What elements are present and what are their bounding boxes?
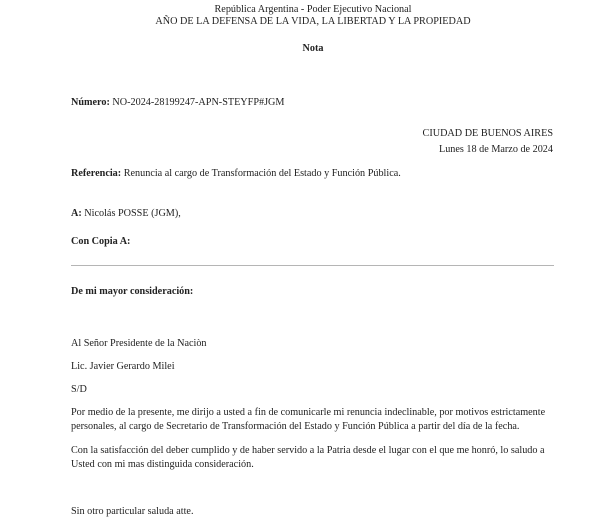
body-paragraph-2: Con la satisfacción del deber cumplido y de haber servido a la Patria desde el lugar con el que me honró, lo saludo a Usted con mi mas distinguida consideración.: [71, 445, 545, 470]
header-divider: [71, 265, 554, 266]
header-year-motto: AÑO DE LA DEFENSA DE LA VIDA, LA LIBERTAD Y LA PROPIEDAD: [155, 16, 471, 27]
closing-line: Sin otro particular saluda atte.: [71, 506, 194, 517]
reference-label: Referencia:: [71, 168, 122, 179]
document-date: Lunes 18 de Marzo de 2024: [438, 143, 553, 155]
recipient-label: A:: [71, 208, 82, 219]
recipient-value: Nicolás POSSE (JGM),: [84, 208, 181, 219]
document-city: CIUDAD DE BUENOS AIRES: [422, 128, 553, 139]
addressee-title: Al Señor Presidente de la Naciòn: [71, 338, 207, 349]
place-date-block: [423, 126, 553, 157]
addressee-name: Lic. Javier Gerardo Milei: [71, 361, 175, 372]
document-number-value: NO-2024-28199247-APN-STEYFP#JGM: [112, 97, 285, 108]
document-recipient: [71, 208, 181, 219]
addressee-sd: S/D: [71, 384, 87, 395]
reference-value: Renuncia al cargo de Transformación del Estado y Función Pública.: [123, 168, 401, 179]
document-header: [0, 4, 600, 28]
cc-label: Con Copia A:: [71, 236, 131, 247]
document-number: [71, 97, 284, 108]
document-cc: [71, 236, 130, 247]
header-government: República Argentina - Poder Ejecutivo Nacional: [214, 4, 412, 15]
body-paragraph-1: Por medio de la presente, me dirijo a usted a fin de comunicarle mi renuncia indeclinable, por motivos estrictamente personales, al cargo de Secretario de Transformación del Estado y Función Pública a partir del día de la fecha.: [71, 407, 546, 432]
salutation: De mi mayor consideración:: [71, 286, 194, 297]
document-title: Nota: [302, 43, 324, 54]
document-reference: [71, 168, 401, 179]
document-number-label: Número:: [71, 97, 110, 108]
